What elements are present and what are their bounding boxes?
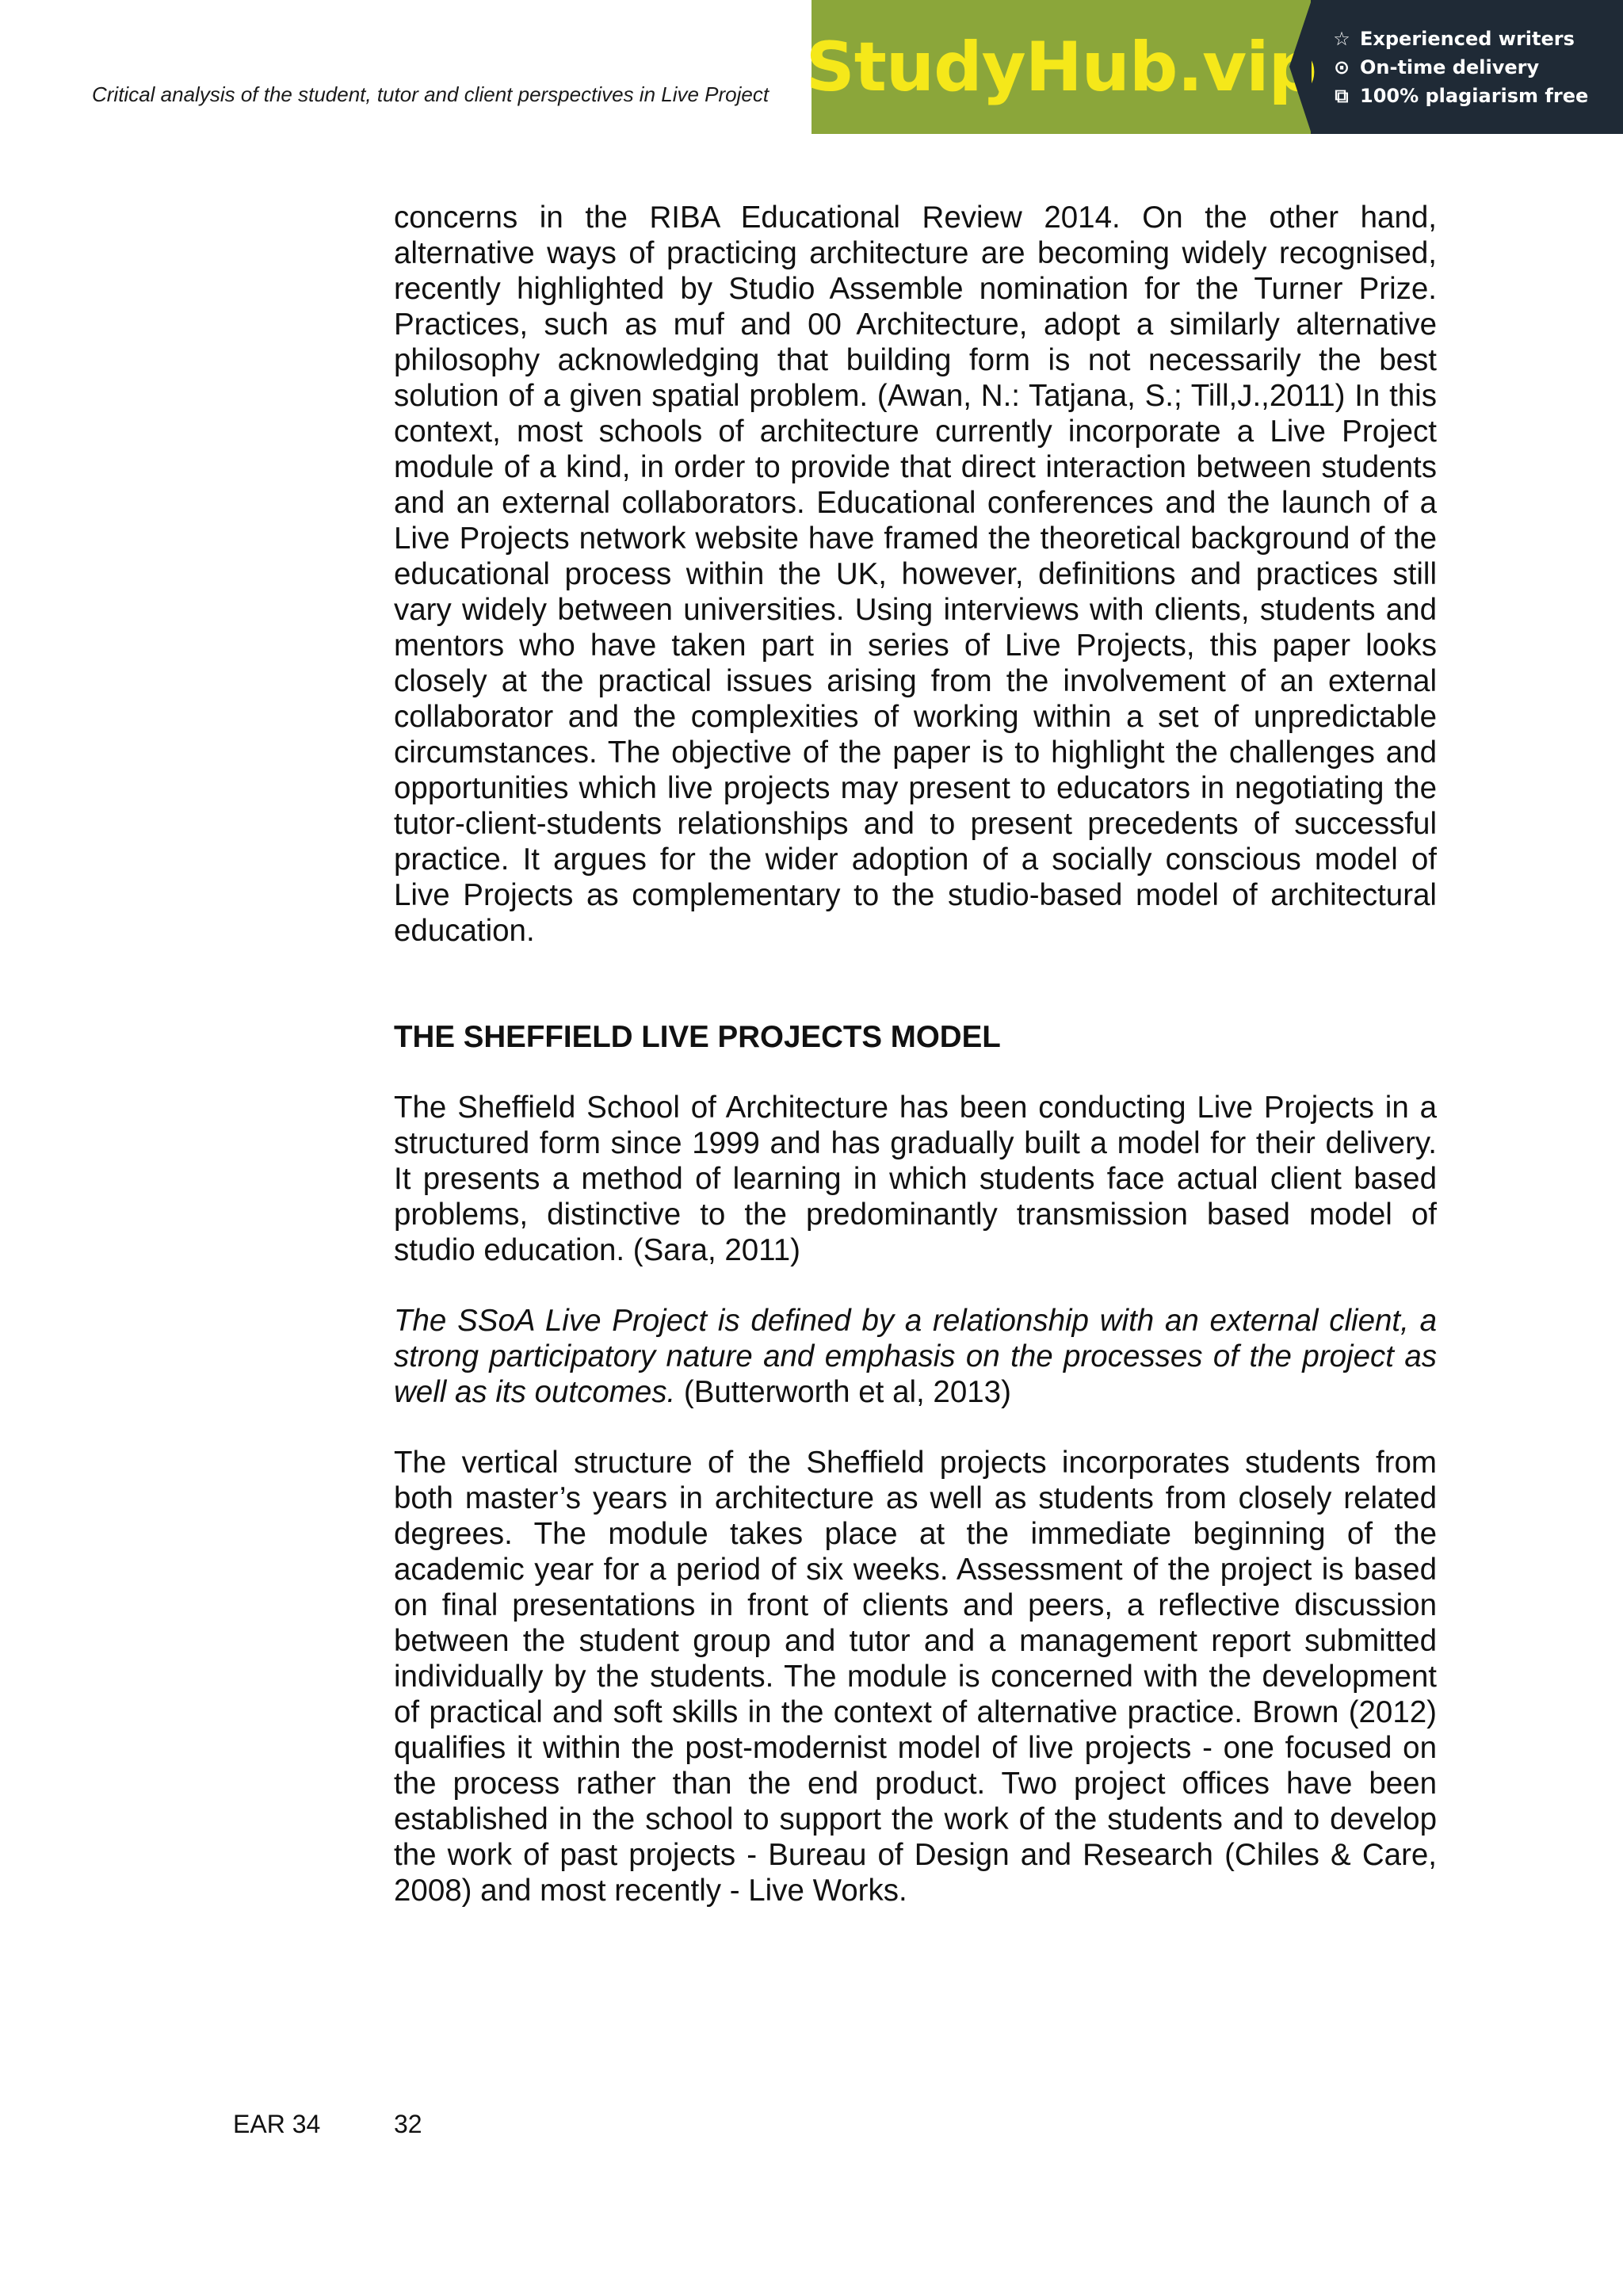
studyhub-banner[interactable] xyxy=(805,0,1623,134)
studyhub-logo[interactable] xyxy=(805,0,1317,134)
footer-page-number: 32 xyxy=(394,2110,422,2138)
running-header-title: Critical analysis of the student, tutor and client perspectives in Live Project xyxy=(92,82,769,106)
body-paragraph-2: The Sheffield School of Architecture has been conducting Live Projects in a structured form since 1999 and has gradually built a model for their delivery. It presents a method of learning in which students face actual client based problems, distinctive to the predominantly transmission based model of studio education. (Sara, 2011) xyxy=(394,1091,1437,1267)
feature-experienced-writers xyxy=(1331,28,1623,50)
document-check-icon: ⧉ xyxy=(1335,84,1349,107)
banner-features xyxy=(1311,0,1623,134)
article-body xyxy=(394,200,1437,1908)
quote-citation: (Butterworth et al, 2013) xyxy=(675,1375,1011,1409)
body-paragraph-4: The vertical structure of the Sheffield projects incorporates students from both master’s years in architecture as well as students from closely related degrees. The module takes place at the immediate beginning of the academic year for a period of six weeks. Assessment of the project is based on final presentations in front of clients and peers, a reflective discussion between the student group and tutor and a management report submitted individually by the students. The module is concerned with the development of practical and soft skills in the context of alternative practice. Brown (2012) qualifies it within the post-modernist model of live projects - one focused on the process rather than the end product. Two project offices have been established in the school to support the work of the students and to develop the work of past projects - Bureau of Design and Research (Chiles & Care, 2008) and most recently - Live Works. xyxy=(394,1446,1437,1908)
quote-paragraph xyxy=(394,1303,1437,1410)
feature-label: On-time delivery xyxy=(1360,55,1540,78)
star-outline-icon: ☆ xyxy=(1333,27,1350,50)
quote-text: The SSoA Live Project is defined by a relationship with an external client, a strong participatory nature and emphasis on the processes of the project as well as its outcomes. xyxy=(394,1304,1437,1409)
footer-journal-label: EAR 34 xyxy=(233,2110,321,2138)
logo-text: StudyHub.vip xyxy=(805,27,1317,107)
feature-label: Experienced writers xyxy=(1360,27,1575,50)
clock-icon: ⊙ xyxy=(1333,55,1350,78)
feature-label: 100% plagiarism free xyxy=(1360,84,1589,107)
banner-arrow-shape xyxy=(1289,0,1312,134)
feature-plagiarism-free xyxy=(1331,85,1623,107)
body-paragraph-1: concerns in the RIBA Educational Review 2014. On the other hand, alternative ways of practicing architecture are becoming widely recognised, recently highlighted by Studio Assemble nomination for the Turner Prize. Practices, such as muf and 00 Architecture, adopt a similarly alternative philosophy acknowledging that building form is not necessarily the best solution of a given spatial problem. (Awan, N.: Tatjana, S.; Till,J.,2011) In this context, most schools of architecture currently incorporate a Live Project module of a kind, in order to provide that direct interaction between students and an external collaborators. Educational conferences and the launch of a Live Projects network website have framed the theoretical background of the educational process within the UK, however, definitions and practices still vary widely between universities. Using interviews with clients, students and mentors who have taken part in series of Live Projects, this paper looks closely at the practical issues arising from the involvement of an external collaborator and the complexities of working within a set of unpredictable circumstances. The objective of the paper is to highlight the challenges and opportunities which live projects may present to educators in negotiating the tutor-client-students relationships and to present precedents of successful practice. It argues for the wider adoption of a socially conscious model of Live Projects as complementary to the studio-based model of architectural education. xyxy=(394,201,1437,948)
feature-on-time-delivery xyxy=(1331,56,1623,78)
section-heading: THE SHEFFIELD LIVE PROJECTS MODEL xyxy=(394,1020,1001,1054)
